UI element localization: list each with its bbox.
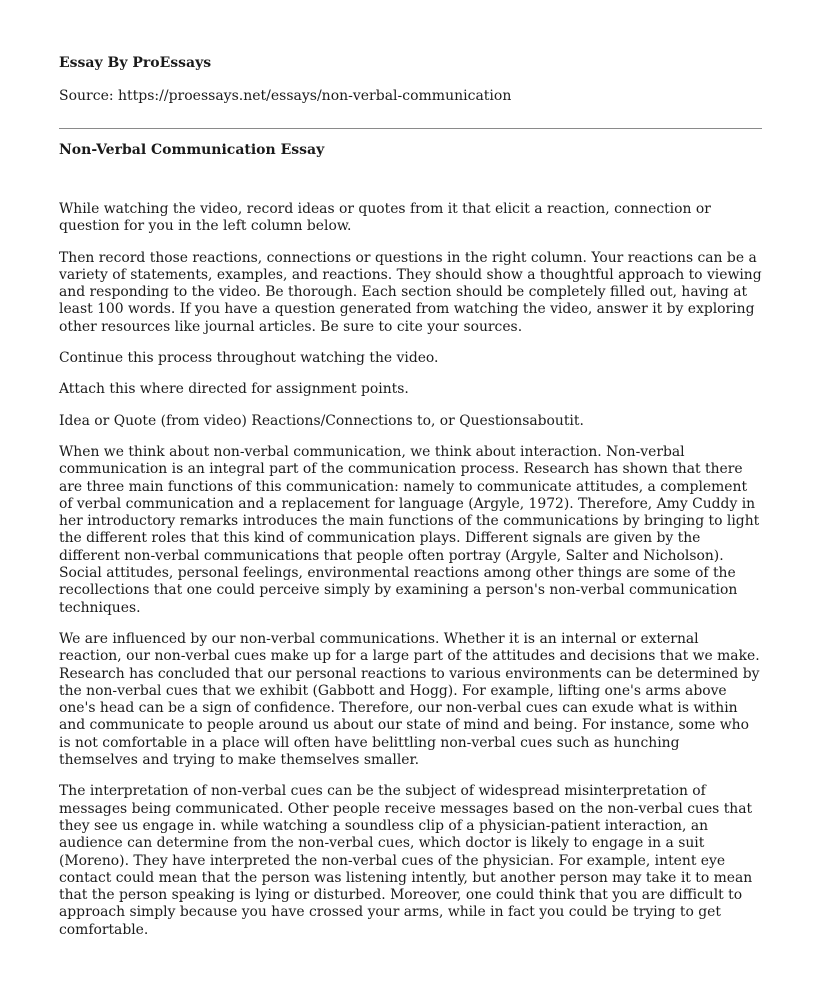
paragraph: Then record those reactions, connections or questions in the right column. Your reactions can be a variety of statements, examples, and reactions. They should show a thoughtful approach to viewing and responding to the video. Be thorough. Each section should be completely filled out, having at least 100 words. If you have a question generated from watching the video, answer it by exploring other resources like journal articles. Be sure to cite your sources.	[59, 249, 762, 335]
source-line: Source: https://proessays.net/essays/non-verbal-communication	[59, 88, 512, 104]
paragraph: While watching the video, record ideas or quotes from it that elicit a reaction, connection or question for you in the left column below.	[59, 201, 711, 235]
header-divider	[59, 128, 762, 129]
paragraph: When we think about non-verbal communication, we think about interaction. Non-verbal communication is an integral part of the communication process. Research has shown that there are three main functions of this communication: namely to communicate attitudes, a complement of verbal communication and a replacement for language (Argyle, 1972). Therefore, Amy Cuddy in her introductory remarks introduces the main functions of the communications by bringing to light the different roles that this kind of communication plays. Different signals are given by the different non-verbal communications that people often portray (Argyle, Salter and Nicholson). Social attitudes, personal feelings, environmental reactions among other things are some of the recollections that one could perceive simply by examining a person's non-verbal communication techniques.	[59, 443, 760, 616]
paragraph: Idea or Quote (from video) Reactions/Connections to, or Questionsaboutit.	[59, 412, 584, 429]
document-body	[59, 201, 762, 953]
paragraph: Continue this process throughout watching the video.	[59, 350, 439, 367]
paragraph: The interpretation of non-verbal cues can be the subject of widespread misinterpretation of messages being communicated. Other people receive messages based on the non-verbal cues that they see us engage in. while watching a soundless clip of a physician-patient interaction, an audience can determine from the non-verbal cues, which doctor is likely to engage in a suit (Moreno). They have interpreted the non-verbal cues of the physician. For example, intent eye contact could mean that the person was listening intently, but another person may take it to mean that the person speaking is lying or disturbed. Moreover, one could think that you are difficult to approach simply because you have crossed your arms, while in fact you could be trying to get comfortable.	[59, 783, 753, 938]
paragraph: We are influenced by our non-verbal communications. Whether it is an internal or external reaction, our non-verbal cues make up for a large part of the attitudes and decisions that we make. Research has concluded that our personal reactions to various environments can be determined by the non-verbal cues that we exhibit (Gabbott and Hogg). For example, lifting one's arms above one's head can be a sign of confidence. Therefore, our non-verbal cues can exude what is within and communicate to people around us about our state of mind and being. For instance, some who is not comfortable in a place will often have belittling non-verbal cues such as hunching themselves and trying to make themselves smaller.	[59, 630, 760, 769]
document-title: Non-Verbal Communication Essay	[59, 142, 325, 158]
publisher-heading: Essay By ProEssays	[59, 55, 212, 71]
paragraph: Attach this where directed for assignment points.	[59, 381, 409, 398]
